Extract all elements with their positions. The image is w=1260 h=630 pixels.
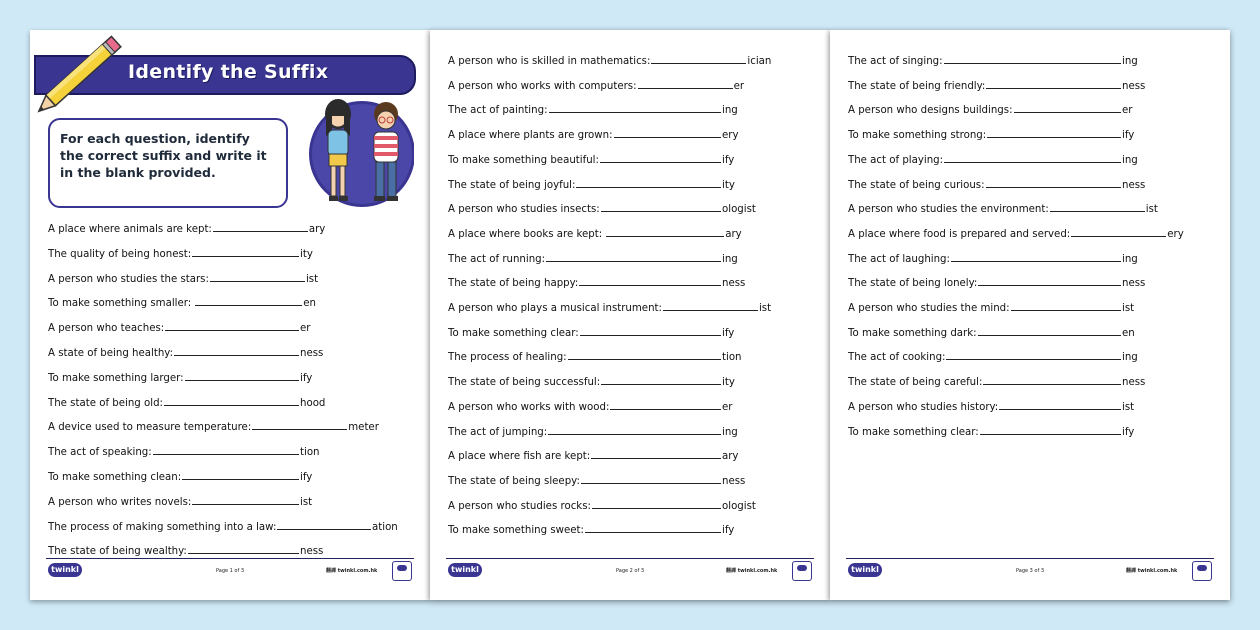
question-item: [848, 374, 1145, 388]
question-prompt: The process of healing:: [448, 352, 567, 364]
answer-blank[interactable]: [213, 221, 308, 232]
suffix-hint: ify: [722, 327, 735, 339]
footer-divider: [446, 558, 814, 559]
answer-blank[interactable]: [252, 419, 347, 430]
question-item: [448, 424, 738, 438]
question-item: [448, 374, 735, 388]
question-prompt: The act of painting:: [448, 105, 548, 117]
suffix-hint: ing: [722, 105, 738, 117]
quality-badge-icon: [792, 561, 812, 581]
answer-blank[interactable]: [944, 152, 1121, 163]
question-item: [848, 349, 1138, 363]
suffix-hint: ery: [722, 130, 739, 142]
question-item: [448, 498, 756, 512]
question-item: [48, 345, 323, 359]
question-prompt: A place where books are kept:: [448, 228, 606, 240]
question-item: [448, 226, 742, 240]
answer-blank[interactable]: [1011, 300, 1121, 311]
question-prompt: To make something clean:: [48, 472, 182, 483]
suffix-hint: ify: [1122, 426, 1135, 438]
question-prompt: A place where fish are kept:: [448, 451, 591, 463]
question-prompt: The quality of being honest:: [48, 248, 192, 260]
question-item: [448, 177, 735, 191]
answer-blank[interactable]: [192, 494, 299, 505]
question-item: [448, 78, 744, 92]
question-prompt: A person who studies rocks:: [448, 500, 591, 512]
question-item: [848, 300, 1134, 314]
question-prompt: A place where plants are grown:: [448, 130, 613, 142]
suffix-hint: en: [303, 298, 316, 310]
question-prompt: The act of cooking:: [848, 352, 946, 364]
answer-blank[interactable]: [581, 473, 721, 484]
answer-blank[interactable]: [591, 448, 721, 459]
answer-blank[interactable]: [978, 325, 1121, 336]
answer-blank[interactable]: [651, 53, 746, 64]
question-prompt: The state of being careful:: [848, 377, 983, 389]
suffix-hint: ery: [1167, 228, 1184, 240]
suffix-hint: ness: [300, 546, 324, 558]
suffix-hint: er: [722, 401, 733, 413]
question-prompt: A person who writes novels:: [48, 496, 192, 508]
question-item: [448, 127, 739, 141]
answer-blank[interactable]: [1071, 226, 1166, 237]
twinkl-logo: twinkl: [848, 563, 882, 577]
question-prompt: The act of jumping:: [448, 426, 548, 438]
site-url: 翻譯 twinkl.com.hk: [326, 568, 378, 574]
question-item: [448, 522, 734, 536]
answer-blank[interactable]: [983, 374, 1121, 385]
answer-blank[interactable]: [546, 251, 721, 262]
question-prompt: A person who plays a musical instrument:: [448, 303, 662, 314]
question-prompt: The state of being happy:: [448, 278, 579, 290]
answer-blank[interactable]: [663, 300, 758, 311]
answer-blank[interactable]: [944, 53, 1121, 64]
question-prompt: A place where animals are kept:: [48, 224, 212, 235]
question-prompt: A person who works with wood:: [448, 401, 610, 413]
question-item: [848, 127, 1134, 141]
question-item: [848, 275, 1145, 289]
suffix-hint: er: [733, 80, 745, 92]
question-item: [48, 295, 316, 309]
answer-blank[interactable]: [601, 201, 721, 212]
question-prompt: A person who studies the stars:: [48, 273, 209, 285]
suffix-hint: ist: [1122, 303, 1135, 314]
answer-blank[interactable]: [1014, 102, 1121, 113]
answer-blank[interactable]: [600, 152, 721, 163]
question-item: [848, 53, 1138, 67]
question-prompt: A device used to measure temperature:: [48, 422, 252, 434]
pencil-icon: [32, 32, 124, 128]
question-prompt: The process of making something into a law:: [48, 521, 277, 533]
question-prompt: A person who works with computers:: [448, 80, 637, 92]
question-item: [48, 469, 312, 483]
question-prompt: A person who is skilled in mathematics:: [448, 56, 651, 67]
question-prompt: The act of singing:: [848, 56, 943, 67]
suffix-hint: ify: [722, 154, 735, 166]
answer-blank[interactable]: [182, 469, 299, 480]
answer-blank[interactable]: [978, 275, 1121, 286]
children-illustration: [304, 92, 414, 220]
question-item: [848, 78, 1145, 92]
suffix-hint: ify: [1122, 130, 1135, 142]
answer-blank[interactable]: [164, 395, 299, 406]
footer-divider: [46, 558, 414, 559]
answer-blank[interactable]: [986, 78, 1121, 89]
suffix-hint: ary: [725, 228, 742, 240]
answer-blank[interactable]: [165, 320, 299, 331]
question-item: [448, 201, 756, 215]
suffix-hint: ist: [1122, 401, 1135, 413]
question-prompt: The act of speaking:: [48, 447, 152, 459]
question-item: [848, 325, 1135, 339]
suffix-hint: ing: [1122, 352, 1138, 364]
suffix-hint: er: [300, 323, 311, 335]
suffix-hint: ician: [747, 56, 772, 67]
question-item: [848, 152, 1138, 166]
answer-blank[interactable]: [986, 177, 1121, 188]
question-item: [848, 226, 1184, 240]
answer-blank[interactable]: [606, 226, 724, 237]
question-item: [448, 152, 734, 166]
question-prompt: The act of playing:: [848, 154, 944, 166]
suffix-hint: en: [1122, 327, 1135, 339]
suffix-hint: ing: [1122, 253, 1138, 265]
suffix-hint: ify: [300, 372, 313, 384]
question-item: [848, 251, 1138, 265]
question-item: [448, 102, 738, 116]
answer-blank[interactable]: [568, 349, 721, 360]
answer-blank[interactable]: [576, 177, 721, 188]
twinkl-logo: twinkl: [448, 563, 482, 577]
answer-blank[interactable]: [579, 275, 721, 286]
suffix-hint: ity: [300, 248, 313, 260]
question-item: [448, 349, 742, 363]
question-prompt: The act of laughing:: [848, 253, 950, 265]
question-prompt: To make something beautiful:: [448, 154, 599, 166]
suffix-hint: ary: [308, 224, 326, 235]
answer-blank[interactable]: [987, 127, 1121, 138]
suffix-hint: er: [1122, 105, 1133, 117]
question-item: [48, 370, 312, 384]
question-prompt: The state of being sleepy:: [448, 475, 580, 487]
question-item: [48, 320, 310, 334]
question-prompt: To make something larger:: [48, 372, 184, 384]
page-title: Identify the Suffix: [128, 61, 329, 83]
question-prompt: The state of being wealthy:: [48, 546, 187, 558]
suffix-hint: ary: [722, 451, 739, 463]
answer-blank[interactable]: [548, 424, 721, 435]
answer-blank[interactable]: [192, 246, 299, 257]
question-item: [848, 201, 1158, 215]
suffix-hint: ist: [300, 496, 313, 508]
suffix-hint: ation: [372, 521, 398, 533]
suffix-hint: ing: [1122, 154, 1138, 166]
worksheet-page-2: [430, 30, 830, 600]
suffix-hint: ing: [722, 426, 738, 438]
suffix-hint: ness: [1122, 179, 1146, 191]
footer-divider: [846, 558, 1214, 559]
answer-blank[interactable]: [980, 424, 1121, 435]
suffix-hint: ist: [305, 273, 319, 285]
instructions-text: For each question, identify the correct suffix and write it in the blank provided.: [60, 131, 267, 180]
question-prompt: The state of being joyful:: [448, 179, 576, 191]
suffix-hint: ness: [722, 278, 746, 290]
suffix-hint: ness: [722, 475, 746, 487]
worksheet-page-1: [30, 30, 430, 600]
answer-blank[interactable]: [185, 370, 299, 381]
suffix-hint: ness: [1122, 278, 1146, 290]
question-item: [848, 399, 1134, 413]
question-prompt: The state of being lonely:: [848, 278, 978, 290]
answer-blank[interactable]: [999, 399, 1121, 410]
question-prompt: The state of being curious:: [848, 179, 985, 191]
answer-blank[interactable]: [210, 271, 305, 282]
answer-blank[interactable]: [614, 127, 721, 138]
answer-blank[interactable]: [946, 349, 1121, 360]
question-item: [48, 494, 312, 508]
answer-blank[interactable]: [585, 522, 721, 533]
question-prompt: To make something smaller:: [48, 298, 195, 310]
question-prompt: To make something clear:: [848, 426, 979, 438]
question-item: [448, 275, 745, 289]
suffix-hint: ify: [722, 525, 735, 537]
question-item: [848, 102, 1132, 116]
suffix-hint: ness: [1122, 377, 1146, 389]
question-prompt: To make something dark:: [848, 327, 977, 339]
question-item: [48, 221, 325, 235]
question-item: [48, 246, 313, 260]
question-item: [48, 395, 325, 409]
question-prompt: To make something strong:: [848, 130, 987, 142]
question-prompt: A person who studies history:: [848, 401, 999, 413]
question-prompt: A state of being healthy:: [48, 348, 174, 359]
suffix-hint: ity: [722, 377, 735, 389]
question-item: [48, 419, 379, 433]
answer-blank[interactable]: [195, 295, 302, 306]
question-item: [848, 424, 1134, 438]
question-prompt: To make something sweet:: [448, 525, 584, 537]
question-item: [448, 399, 732, 413]
suffix-hint: ify: [300, 472, 313, 483]
suffix-hint: tion: [722, 352, 742, 364]
answer-blank[interactable]: [277, 519, 371, 530]
answer-blank[interactable]: [580, 325, 721, 336]
question-prompt: To make something clear:: [448, 327, 579, 339]
twinkl-logo: twinkl: [48, 563, 82, 577]
question-item: [448, 448, 738, 462]
question-prompt: A person who studies the mind:: [848, 303, 1010, 314]
question-item: [48, 271, 318, 285]
page-number: Page 1 of 3: [215, 568, 245, 574]
suffix-hint: ness: [1122, 80, 1146, 92]
question-prompt: A place where food is prepared and served:: [848, 228, 1071, 240]
question-prompt: The state of being old:: [48, 397, 163, 409]
question-item: [448, 251, 738, 265]
answer-blank[interactable]: [1050, 201, 1145, 212]
suffix-hint: ist: [1145, 204, 1158, 216]
question-item: [448, 325, 734, 339]
question-item: [448, 53, 771, 67]
quality-badge-icon: [1192, 561, 1212, 581]
question-item: [848, 177, 1145, 191]
question-item: [448, 300, 771, 314]
question-item: [448, 473, 745, 487]
quality-badge-icon: [392, 561, 412, 581]
answer-blank[interactable]: [610, 399, 721, 410]
question-prompt: The state of being successful:: [448, 377, 601, 389]
page-number: Page 2 of 3: [615, 568, 645, 574]
suffix-hint: ing: [1122, 56, 1138, 67]
answer-blank[interactable]: [638, 78, 733, 89]
suffix-hint: hood: [300, 397, 326, 409]
answer-blank[interactable]: [549, 102, 722, 113]
answer-blank[interactable]: [592, 498, 721, 509]
site-url: 翻譯 twinkl.com.hk: [1126, 568, 1178, 574]
answer-blank[interactable]: [951, 251, 1121, 262]
question-prompt: The act of running:: [448, 253, 546, 265]
worksheet-page-3: [830, 30, 1230, 600]
suffix-hint: ness: [300, 348, 324, 359]
answer-blank[interactable]: [601, 374, 721, 385]
question-prompt: A person who designs buildings:: [848, 105, 1013, 117]
answer-blank[interactable]: [153, 444, 299, 455]
question-item: [48, 519, 398, 533]
answer-blank[interactable]: [174, 345, 299, 356]
page-number: Page 3 of 3: [1015, 568, 1045, 574]
suffix-hint: ologist: [722, 204, 756, 216]
instructions-box: [48, 118, 288, 208]
suffix-hint: ity: [722, 179, 735, 191]
question-prompt: The state of being friendly:: [848, 80, 986, 92]
answer-blank[interactable]: [188, 543, 299, 554]
suffix-hint: ing: [722, 253, 738, 265]
site-url: 翻譯 twinkl.com.hk: [726, 568, 778, 574]
suffix-hint: tion: [300, 447, 320, 459]
question-item: [48, 444, 320, 458]
question-prompt: A person who studies insects:: [448, 204, 600, 216]
question-prompt: A person who teaches:: [48, 323, 165, 335]
question-prompt: A person who studies the environment:: [848, 204, 1049, 216]
suffix-hint: ist: [758, 303, 772, 314]
question-item: [48, 543, 323, 557]
suffix-hint: meter: [348, 422, 379, 434]
suffix-hint: ologist: [722, 500, 756, 512]
